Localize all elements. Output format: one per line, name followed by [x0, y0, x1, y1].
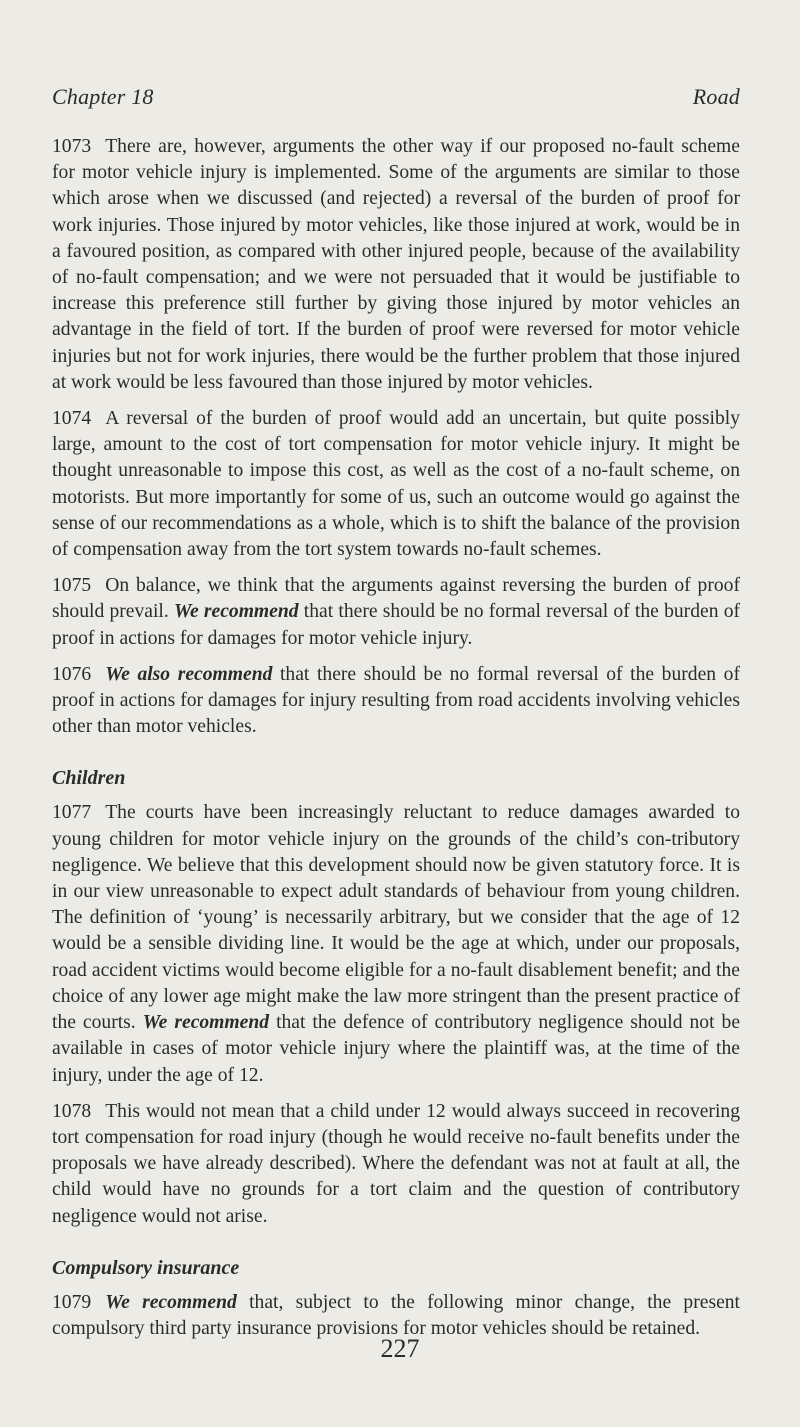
paragraph-text: The courts have been increasingly reluctant to reduce damages awarded to young children for motor vehicle injury on the grounds of the child’s con-tributory negligence. We believe that this development should now be given statutory force. It is in our view unreasonable to expect adult standards of behaviour from young children. The definition of ‘young’ is necessarily arbitrary, but we consider that the age of 12 would be a sensible dividing line. It would be the age at which, under our proposals, road accident victims would become eligible for a no-fault disablement benefit; and the choice of any lower age might make the law more stringent than the present practice of the courts.: [52, 802, 740, 1034]
page-number: 227: [380, 1334, 420, 1363]
recommendation-emphasis: We recommend: [142, 1012, 270, 1034]
section-heading-children: Children: [52, 767, 126, 790]
paragraph-1076: [52, 662, 740, 741]
section-label: Road: [692, 84, 740, 109]
paragraph-text: that there should be no formal reversal of the burden of proof in actions for damages for motor vehicle injury.: [52, 601, 741, 649]
paragraph-number: 1077: [52, 802, 92, 824]
paragraph-text: that the defence of contributory negligence should not be available in cases of motor vehicle injury where the plaintiff was, at the time of the injury, under the age of 12.: [52, 1012, 741, 1086]
paragraph-number: 1074: [52, 408, 92, 430]
paragraph-number: 1078: [52, 1100, 92, 1122]
chapter-label: Chapter 18: [52, 84, 154, 109]
paragraph-number: 1079: [52, 1291, 92, 1313]
paragraph-1075: [52, 573, 740, 652]
paragraph-text: On balance, we think that the arguments against reversing the burden of proof should prevail.: [52, 575, 740, 623]
paragraph-1073: [52, 134, 740, 396]
recommendation-emphasis: We recommend: [174, 601, 299, 623]
paragraph-text: that, subject to the following minor change, the present compulsory third party insurance provisions for motor vehicles should be retained.: [52, 1291, 741, 1339]
recommendation-emphasis-lead: We also: [105, 663, 171, 685]
page-body: [52, 134, 740, 1352]
running-header: [52, 84, 740, 110]
paragraph-text: A reversal of the burden of proof would add an uncertain, but quite possibly large, amount to the cost of tort compensation for motor vehicle injury. It might be thought unreasonable to impose this cost, as well as the cost of a no-fault scheme, on motorists. But more importantly for some of us, such an outcome would go against the sense of our recommendations as a whole, which is to shift the balance of the provision of compensation away from the tort system towards no-fault schemes.: [52, 408, 740, 561]
recommendation-emphasis: We recommend: [105, 1291, 237, 1313]
paragraph-1077: [52, 800, 740, 1088]
paragraph-number: 1073: [52, 136, 92, 157]
paragraph-text: There are, however, arguments the other way if our proposed no-fault scheme for motor vehicle injury is implemented. Some of the arguments are similar to those which arose when we discussed (and rejected) a reversal of the burden of proof for work injuries. Those injured by motor vehicles, like those injured at work, would be in a favoured position, as compared with other injured people, because of the availability of no-fault compensation; and we were not persuaded that it would be justifiable to increase this preference still further by giving those injured by motor vehicles an advantage in the field of tort. If the burden of proof were reversed for motor vehicle injuries but not for work injuries, there would be the further problem that those injured at work would be less favoured than those injured by motor vehicles.: [52, 136, 740, 393]
paragraph-1074: [52, 406, 740, 563]
paragraph-number: 1076: [52, 663, 92, 685]
section-heading-compulsory-insurance: Compulsory insurance: [52, 1256, 240, 1279]
recommendation-emphasis: recommend: [177, 663, 273, 685]
paragraph-text: that there should be no formal reversal of the burden of proof in actions for damages for injury resulting from road accidents involving vehicles other than motor vehicles.: [52, 663, 740, 738]
paragraph-text: This would not mean that a child under 12 would always succeed in recovering tort compensation for road injury (though he would receive no-fault benefits under the proposals we have already described). Where the defendant was not at fault at all, the child would have no grounds for a tort claim and the question of contributory negligence would not arise.: [52, 1100, 740, 1227]
paragraph-1078: [52, 1099, 740, 1230]
paragraph-number: 1075: [52, 575, 92, 597]
